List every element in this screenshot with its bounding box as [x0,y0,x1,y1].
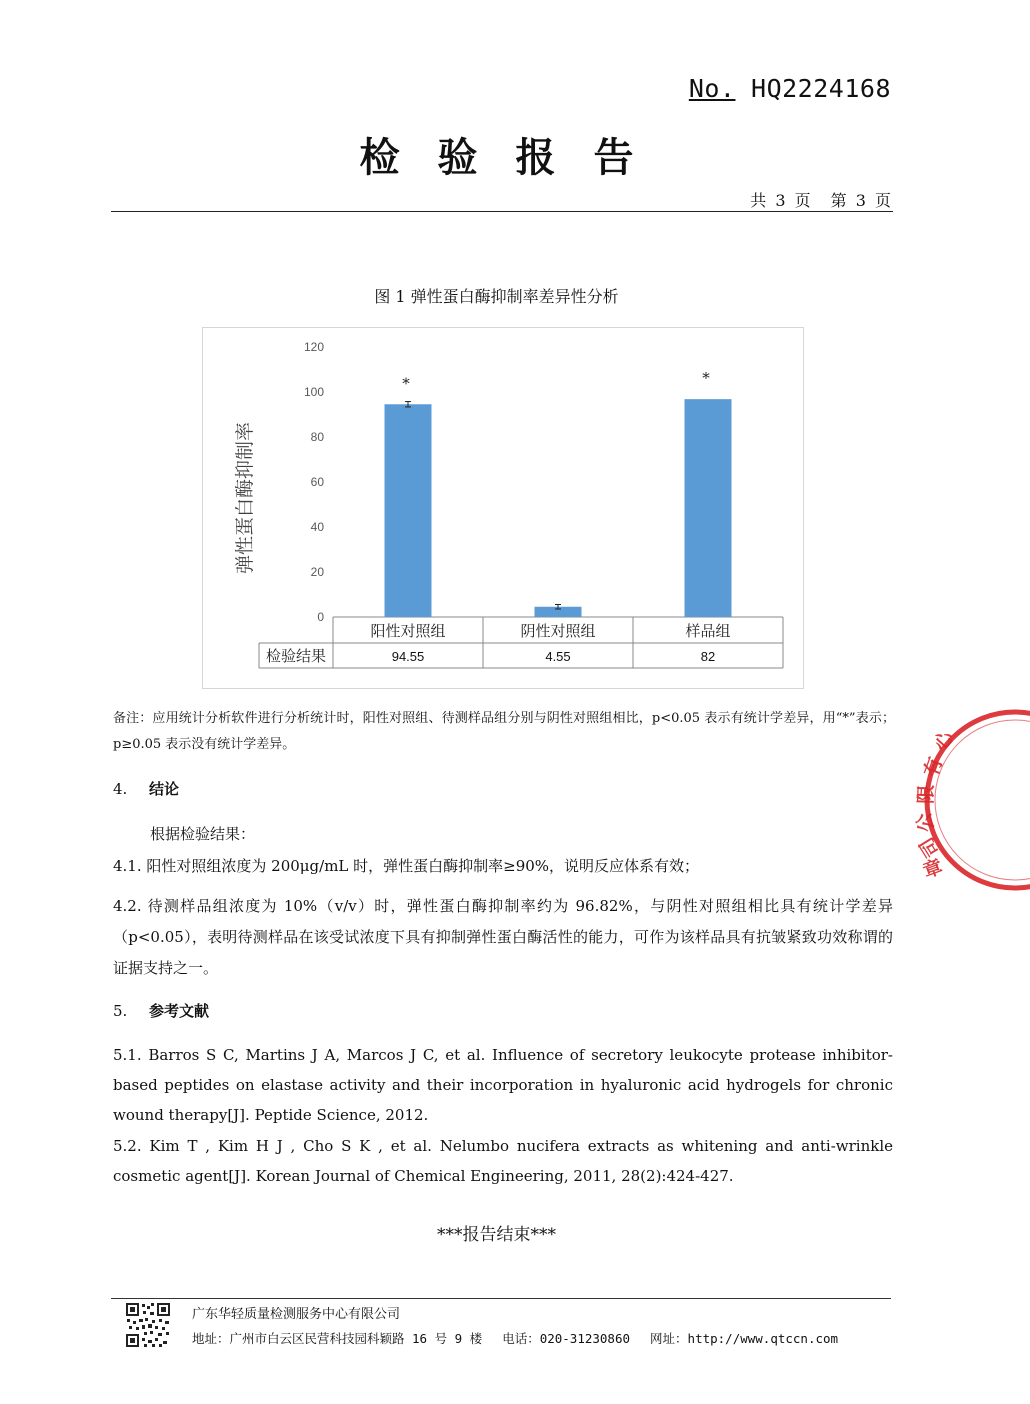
y-tick-label: 20 [310,565,324,579]
conclusion-item-1: 4.1. 阳性对照组浓度为 200μg/mL 时，弹性蛋白酶抑制率≥90%，说明反应体系有效； [113,857,700,875]
conclusion-item-2: 4.2. 待测样品组浓度为 10%（v/v）时，弹性蛋白酶抑制率约为 96.82%，与阴性对照组相比具有统计学差异（p<0.05），表明待测样品在该受试浓度下具有抑制弹性蛋白酶活性的能力，可作为该样品具有抗皱紧致功效称谓的证据支持之一。 [113,897,893,977]
table-value: 4.55 [545,649,571,664]
svg-text:限: 限 [915,784,938,805]
report-number [689,74,891,103]
reference-1: 5.1. Barros S C, Martins J A, Marcos J C, et al. Influence of secretory leukocyte protease inhibitor-based peptides on elastase activity and their incorporation in hyaluronic acid hydrogels for chronic wound therapy[J]. Peptide Science, 2012. [113,1046,893,1124]
y-axis-label: 弹性蛋白酶抑制率 [234,421,256,575]
svg-text:章: 章 [920,855,946,883]
chart-note: 备注：应用统计分析软件进行分析统计时，阳性对照组、待测样品组分别与阴性对照组相比，p<0.05 表示有统计学差异，用“*”表示；p≥0.05 表示没有统计学差异。 [113,711,895,752]
report-number-prefix: No. [688,74,736,103]
report-title: 检验报告 [359,134,672,181]
official-seal-stamp [912,700,1030,900]
y-tick-label: 60 [310,475,324,489]
footer-divider [111,1298,891,1299]
company-address: 地址：广州市白云区民营科技园科颖路 16 号 9 楼 电话：020-31230860 网址：http://www.qtccn.com [192,1331,839,1346]
chart-frame [202,327,804,689]
figure-caption: 图 1 弹性蛋白酶抑制率差异性分析 [374,287,619,306]
reference-2: 5.2. Kim T , Kim H J , Cho S K , et al. Nelumbo nucifera extracts as whitening and anti-wrinkle cosmetic agent[J]. Korean Journal of Chemical Engineering, 2011, 28(2):424-427. [113,1137,893,1185]
page-info: 共 3 页 第 3 页 [750,191,893,210]
y-tick-label: 120 [303,340,324,354]
table-row-label: 检验结果 [265,647,327,665]
header-divider [111,211,893,212]
x-category-label: 阳性对照组 [370,622,446,640]
qr-code-icon [125,1302,171,1348]
table-value: 94.55 [391,649,425,664]
significance-marker: * [702,369,710,388]
bar [385,404,432,617]
bar-chart [203,328,803,688]
svg-text:有: 有 [920,754,948,780]
bar [685,399,732,617]
x-category-label: 样品组 [685,622,731,640]
y-tick-label: 100 [303,385,324,399]
report-end-mark: ***报告结束*** [437,1225,556,1245]
x-category-label: 阴性对照组 [520,622,596,640]
section-4-title: 结论 [149,780,180,798]
report-number-value: HQ2224168 [751,74,891,103]
section-4-heading [113,778,179,799]
conclusion-intro: 根据检验结果： [150,825,256,843]
company-name: 广东华轻质量检测服务中心有限公司 [192,1307,401,1322]
svg-text:司: 司 [915,833,945,862]
significance-marker: * [402,374,410,393]
svg-text:心: 心 [929,726,959,756]
table-value: 82 [700,649,716,664]
svg-text:公: 公 [912,810,939,835]
section-5-number: 5. [113,1002,128,1020]
y-tick-label: 80 [310,430,324,444]
section-5-heading [113,1000,209,1021]
section-4-number: 4. [113,780,128,798]
y-tick-label: 40 [310,520,324,534]
section-5-title: 参考文献 [149,1002,210,1020]
y-tick-label: 0 [317,610,324,624]
